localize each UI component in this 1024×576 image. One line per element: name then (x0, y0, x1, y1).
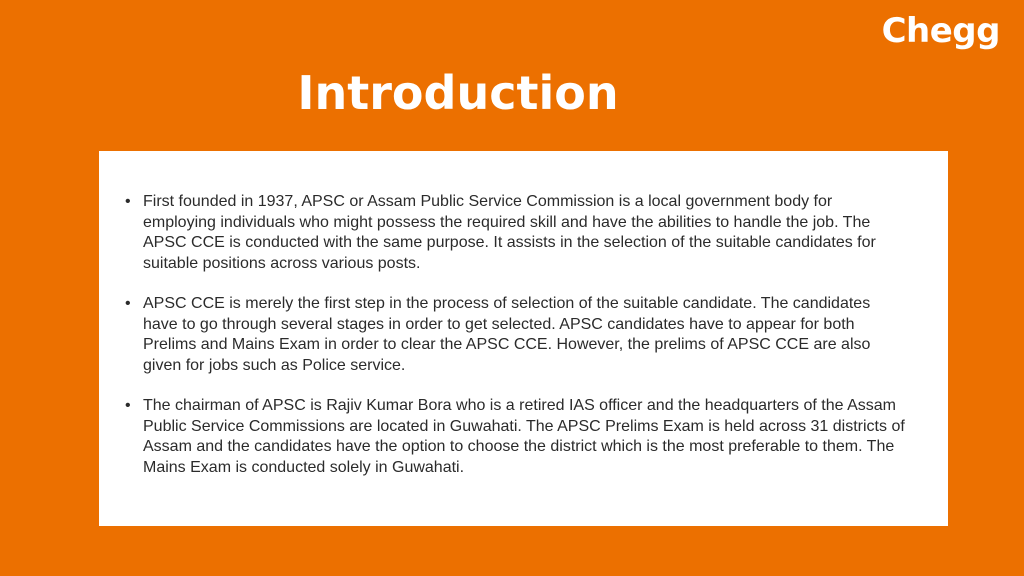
bullet-item (123, 192, 908, 274)
bullet-list (123, 192, 908, 478)
bullet-text: First founded in 1937, APSC or Assam Public Service Commission is a local government body for employing individuals who might possess the required skill and have the abilities to handle the job. The APSC CCE is conducted with the same purpose. It assists in the selection of the suitable candidates for suitable positions across various posts. (143, 193, 876, 272)
bullet-text: APSC CCE is merely the first step in the process of selection of the suitable candidate. The candidates have to go through several stages in order to get selected. APSC candidates have to appear for both Prelims and Mains Exam in order to clear the APSC CCE. However, the prelims of APSC CCE are also given for jobs such as Police service. (143, 295, 871, 374)
bullet-item (123, 396, 908, 478)
slide-title: Introduction (297, 66, 619, 120)
bullet-dot-icon: • (125, 193, 131, 210)
chegg-logo: Chegg (881, 11, 1000, 51)
content-panel (99, 151, 948, 526)
bullet-dot-icon: • (125, 295, 131, 312)
bullet-text: The chairman of APSC is Rajiv Kumar Bora who is a retired IAS officer and the headquarters of the Assam Public Service Commissions are located in Guwahati. The APSC Prelims Exam is held across 31 districts of Assam and the candidates have the option to choose the district which is the most preferable to them. The Mains Exam is conducted solely in Guwahati. (143, 397, 905, 476)
bullet-dot-icon: • (125, 397, 131, 414)
bullet-item (123, 294, 908, 376)
